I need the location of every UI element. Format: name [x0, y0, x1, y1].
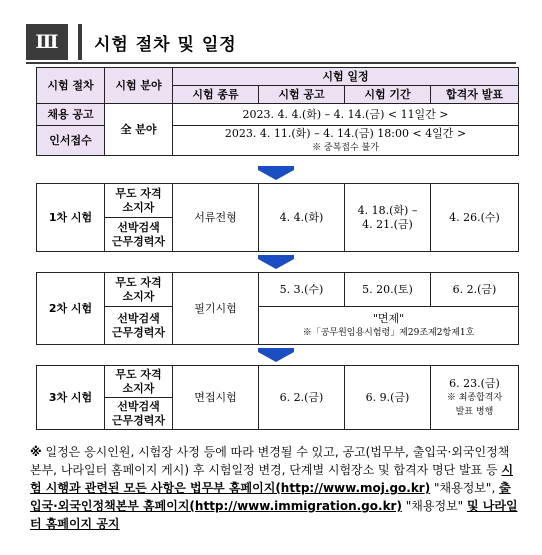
stage2-cat-a: 무도 자격 소지자 — [105, 273, 173, 307]
stage3-period: 6. 9.(금) — [345, 366, 431, 430]
stage1-cat-b: 선박검색 근무경력자 — [105, 218, 173, 252]
page-title: 시험 절차 및 일정 — [94, 34, 237, 55]
note-text-2[interactable]: 시험 시행과 관련된 모든 사항은 법무부 홈페이지(http://www.moj.go.kr) — [30, 463, 514, 495]
stage3-cat-b: 선박검색 근무경력자 — [105, 398, 173, 430]
down-arrow-icon — [258, 259, 294, 269]
note-text-4[interactable]: 출입국·외국인정책본부 홈페이지(http://www.immigration.go.kr) — [30, 481, 511, 513]
apply-period: 2023. 4. 11.(화) – 4. 14.(금) 18:00 < 4일간 > — [224, 126, 467, 140]
stage1-cat-a: 무도 자격 소지자 — [105, 184, 173, 218]
stage1-type: 서류전형 — [173, 184, 259, 252]
stage2-exempt: "면제" — [372, 311, 405, 325]
sub-notice-header: 시험 공고 — [259, 86, 345, 104]
sub-type-header: 시험 종류 — [173, 86, 259, 104]
stage3-result: 6. 23.(금) — [449, 376, 500, 390]
col-step-header: 시험 절차 — [37, 68, 105, 104]
stage1-period: 4. 18.(화) – 4. 21.(금) — [345, 184, 431, 252]
section-number: Ⅲ — [26, 24, 68, 60]
sub-period-header: 시험 기간 — [345, 86, 431, 104]
note-mark: ※ — [30, 445, 42, 459]
stage3-cat-a: 무도 자격 소지자 — [105, 366, 173, 398]
stage3-table — [36, 365, 519, 430]
row-recruit-label: 채용 공고 — [37, 104, 105, 126]
stage2-cat-b: 선박검색 근무경력자 — [105, 307, 173, 345]
down-arrow-icon — [258, 352, 294, 362]
stage2-period: 5. 20.(토) — [345, 273, 431, 307]
stage1-label: 1차 시험 — [37, 184, 105, 252]
field-all: 全 분야 — [105, 104, 173, 156]
sub-result-header: 합격자 발표 — [431, 86, 519, 104]
down-arrow-icon — [258, 170, 294, 180]
stage1-result: 4. 26.(수) — [431, 184, 519, 252]
stage3-result-note: ※ 최종합격자 발표 병행 — [446, 392, 503, 417]
stage3-label: 3차 시험 — [37, 366, 105, 430]
stage2-label: 2차 시험 — [37, 273, 105, 345]
stage2-table — [36, 272, 519, 345]
col-schedule-header: 시험 일정 — [173, 68, 519, 86]
schedule-table — [36, 67, 519, 156]
header-divider — [78, 24, 82, 60]
apply-note: ※ 중복접수 불가 — [312, 142, 379, 153]
stage2-notice: 5. 3.(수) — [259, 273, 345, 307]
stage2-result: 6. 2.(금) — [431, 273, 519, 307]
note-text-1: 일정은 응시인원, 시험장 사정 등에 따라 변경될 수 있고, 공고(법무부, 출입국·외국인정책본부, 나라일터 홈페이지 게시) 후 시험일정 변경, 단계별 시험장소 및 합격자 명단 발표 등 — [30, 445, 510, 477]
recruit-period: 2023. 4. 4.(화) – 4. 14.(금) < 11일간 > — [173, 104, 519, 126]
stage3-notice: 6. 2.(금) — [259, 366, 345, 430]
stage2-exempt-note: ※「공무원임용시험령」제29조제2항제1호 — [302, 327, 475, 338]
note-text-5: "채용정보" — [401, 499, 467, 513]
row-apply-label: 인서접수 — [37, 126, 105, 156]
header-underline — [26, 62, 516, 64]
stage3-type: 면접시험 — [173, 366, 259, 430]
note-text-3: "채용정보", — [430, 481, 500, 495]
stage1-table — [36, 183, 519, 252]
note-text-6: 및 나라일터 홈페이지 공지 — [30, 499, 518, 531]
stage3-result-cell — [431, 366, 519, 430]
stage1-notice: 4. 4.(화) — [259, 184, 345, 252]
col-field-header: 시험 분야 — [105, 68, 173, 104]
stage2-exempt-cell — [259, 307, 519, 345]
apply-cell — [173, 126, 519, 156]
stage2-type: 필기시험 — [173, 273, 259, 345]
footnote — [30, 443, 520, 533]
